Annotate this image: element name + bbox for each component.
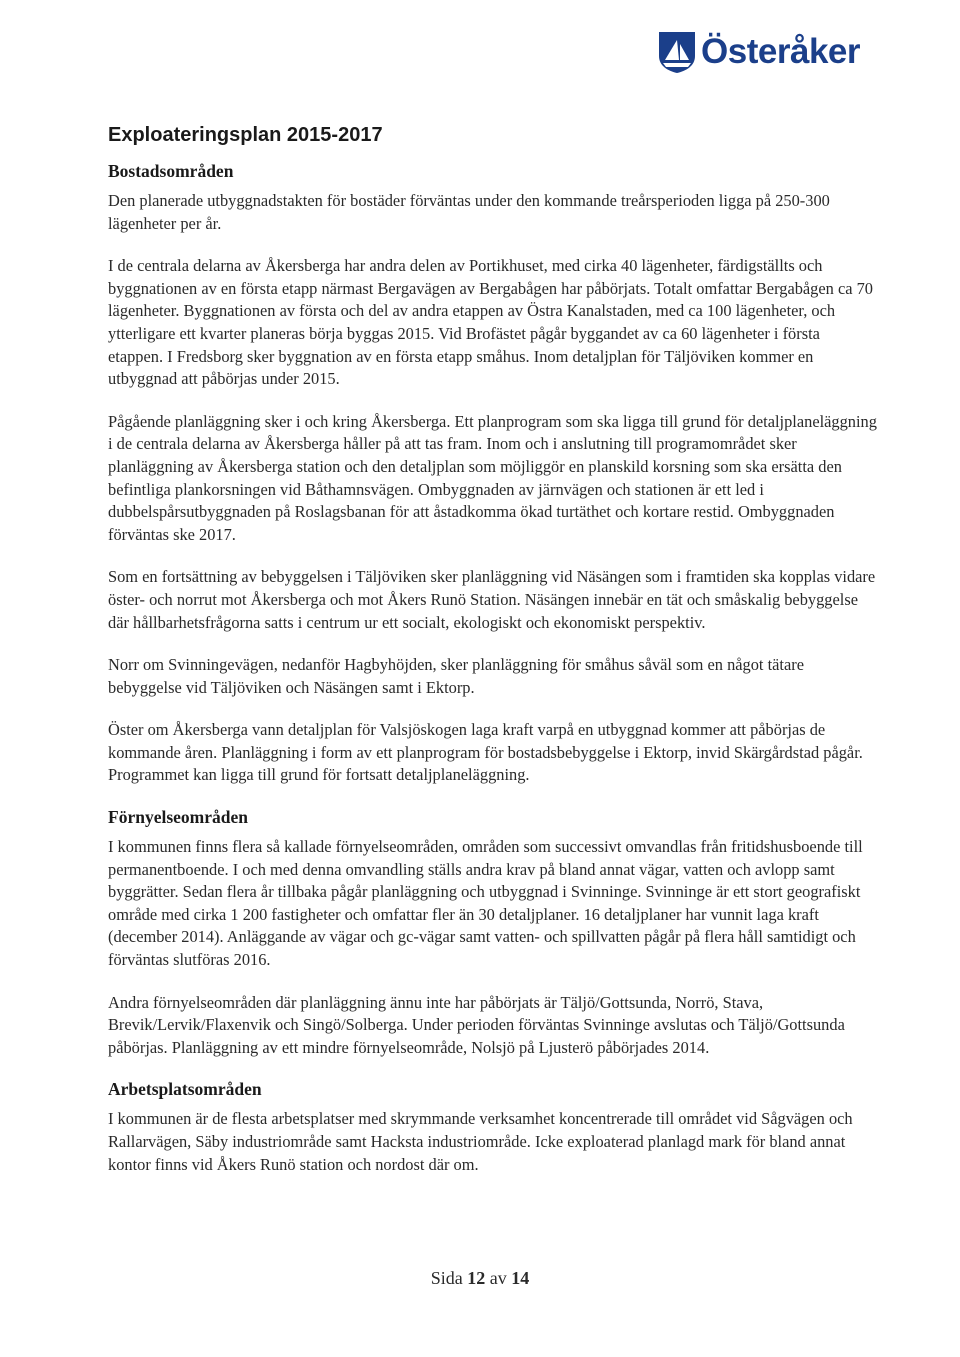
paragraph: Pågående planläggning sker i och kring Åkersberga. Ett planprogram som ska ligga till grund för detaljplaneläggning i de centrala delarna av Åkersberga håller på att tas fram. Inom och i anslutning till programområdet sker planläggning av Åkersberga station och den detaljplan som möjliggör en planskild korsning som ska ersätta den befintliga plankorsningen vid Båthamnsvägen. Ombyggnaden av järnvägen och stationen är ett led i dubbelspårsutbyggnaden på Roslagsbanan för att åstadkomma ökad turtäthet och kortare restid. Ombyggnaden förväntas ske 2017. <box>108 411 877 544</box>
paragraph: Andra förnyelseområden där planläggning ännu inte har påbörjats är Täljö/Gottsunda, Norrö, Stava, Brevik/Lervik/Flaxenvik och Singö/Solberga. Under perioden förväntas Svinninge avslutas och Täljö/Gottsunda påbörjas. Planläggning av ett mindre förnyelseområde, Nolsjö på Ljusterö påbörjades 2014. <box>108 992 845 1057</box>
paragraph: I kommunen finns flera så kallade förnyelseområden, områden som successivt omvandlas från fritidshusboende till permanentboende. I och med denna omvandling ställs andra krav på bland annat vägar, vatten och avlopp samt byggrätter. Sedan flera år tillbaka pågår planläggning och utbyggnad i Svinninge. Svinninge är ett stort geografiskt område med cirka 1 200 fastigheter och omfattar fler än 30 detaljplaner. 16 detaljplaner har vunnit laga kraft (december 2014). Anläggande av vägar och gc-vägar samt vatten- och spillvatten pågår på flera håll samtidigt och förväntas slutföras 2016. <box>108 837 863 970</box>
page-label: Sida <box>430 1268 463 1288</box>
document-title: Exploateringsplan 2015-2017 <box>108 124 383 146</box>
paragraph: I de centrala delarna av Åkersberga har andra delen av Portikhuset, med cirka 40 lägenheter, färdigställts och byggnationen av en första etapp närmast Bergavägen av Bergabågen har påbörjats. Totalt omfattar Bergabågen ca 70 lägenheter. Byggnationen av första och del av andra etappen av Östra Kanalstaden, med ca 100 lägenheter, och ytterligare ett kvarter planeras börja byggas 2015. Vid Brofästet pågår byggandet av ca 60 lägenheter i första etappen. I Fredsborg sker byggnation av en första etapp småhus. Inom detaljplan för Täljöviken kommer en utbyggnad att påbörjas under 2015. <box>108 256 873 389</box>
paragraph: Som en fortsättning av bebyggelsen i Täljöviken sker planläggning vid Näsängen som i framtiden ska kopplas vidare öster- och norrut mot Åkersberga och mot Åkers Runö Station. Näsängen innebär en tät och småskalig bebyggelse där hållbarhetsfrågorna satts i centrum ur ett socialt, ekologiskt och ekonomiskt perspektiv. <box>108 567 876 632</box>
current-page: 12 <box>467 1268 486 1288</box>
section-heading-fornyelseomraden: Förnyelseområden <box>108 807 248 828</box>
paragraph: Öster om Åkersberga vann detaljplan för Valsjöskogen laga kraft varpå en utbyggnad kommer att påbörjas de kommande åren. Planläggning i form av ett planprogram för bostadsbebyggelse i Ektorp, invid Skärgårdstad pågår. Programmet kan ligga till grund för fortsatt detaljplaneläggning. <box>108 720 863 785</box>
logo-text: Österåker <box>701 32 860 71</box>
page-number <box>0 1268 960 1289</box>
osteraker-logo <box>657 30 860 74</box>
page-separator: av <box>489 1268 507 1288</box>
total-pages: 14 <box>511 1268 530 1288</box>
paragraph: Norr om Svinningevägen, nedanför Hagbyhöjden, sker planläggning för småhus såväl som en något tätare bebyggelse vid Täljöviken och Näsängen samt i Ektorp. <box>108 655 804 697</box>
section-heading-bostadsomraden: Bostadsområden <box>108 161 234 181</box>
paragraph: Den planerade utbyggnadstakten för bostäder förväntas under den kommande treårsperioden ligga på 250-300 lägenheter per år. <box>108 191 830 233</box>
document-body <box>108 124 878 1196</box>
osteraker-shield-icon <box>657 30 697 74</box>
paragraph: I kommunen är de flesta arbetsplatser med skrymmande verksamhet koncentrerade till området vid Sågvägen och Rallarvägen, Säby industriområde samt Hacksta industriområde. Icke exploaterad planlagd mark för bland annat kontor finns vid Åkers Runö station och nordost där om. <box>108 1109 853 1174</box>
section-heading-arbetsplatsomraden: Arbetsplatsområden <box>108 1079 262 1100</box>
